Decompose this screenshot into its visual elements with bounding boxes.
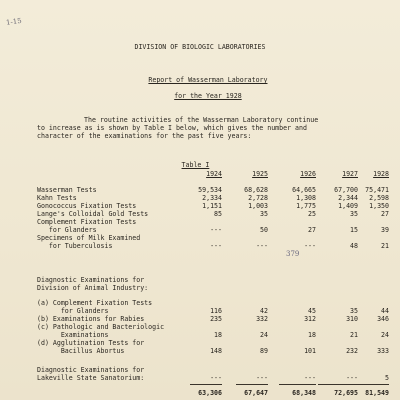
table-cell: ---	[256, 374, 268, 382]
table-cell: 85	[214, 210, 222, 218]
table-row	[0, 234, 400, 252]
table-cell: 42	[260, 307, 268, 315]
table-cell: 1,409	[338, 202, 358, 210]
total-cell: 63,306	[198, 389, 222, 397]
total-rule	[190, 384, 222, 385]
total-rule	[357, 384, 389, 385]
division-heading: DIVISION OF BIOLOGIC LABORATORIES	[134, 43, 266, 51]
table-cell: 21	[381, 242, 389, 250]
report-title-line2: for the Year 1928	[174, 92, 242, 100]
table-cell: 27	[308, 226, 316, 234]
table-cell: ---	[256, 242, 268, 250]
table-cell: 18	[214, 331, 222, 339]
intro-line-1: The routine activities of the Wasserman Laboratory continue	[84, 116, 319, 124]
table-cell: 64,665	[292, 186, 316, 194]
table-cell: 89	[260, 347, 268, 355]
table-cell: 68,628	[244, 186, 268, 194]
report-title-line1: Report of Wasserman Laboratory	[148, 76, 268, 84]
total-cell: 67,647	[244, 389, 268, 397]
table-cell: 235	[210, 315, 222, 323]
table-title: Table I	[181, 161, 210, 169]
intro-line-2: to increase as is shown by Table I below, which gives the number and	[37, 124, 307, 132]
table-cell: 24	[260, 331, 268, 339]
table-cell: 18	[308, 331, 316, 339]
table-cell: 25	[308, 210, 316, 218]
table-cell: 35	[350, 210, 358, 218]
row-label: (c) Pathologic and Bacteriologic Examinations	[37, 323, 165, 339]
row-label: Diagnostic Examinations for Lakeville State Sanatorium:	[37, 366, 145, 382]
row-label: Kahn Tests	[37, 194, 77, 202]
total-cell: 68,348	[292, 389, 316, 397]
table-cell: 75,471	[365, 186, 389, 194]
table-cell: 2,728	[248, 194, 268, 202]
table-cell: 1,350	[369, 202, 389, 210]
table-cell: 67,700	[334, 186, 358, 194]
total-rule	[236, 384, 268, 385]
total-rule	[318, 384, 358, 385]
year-header: 1927	[342, 170, 358, 178]
total-cell: 72,695	[334, 389, 358, 397]
table-cell: 27	[381, 210, 389, 218]
diagnostic-heading: Diagnostic Examinations for Division of Animal Industry:	[37, 276, 149, 292]
table-cell: 232	[346, 347, 358, 355]
row-label: Specimens of Milk Examined for Tuberculosis	[37, 234, 141, 250]
table-cell: 1,003	[248, 202, 268, 210]
table-cell: 48	[350, 242, 358, 250]
table-cell: ---	[210, 242, 222, 250]
table-cell: 44	[381, 307, 389, 315]
row-label: Lange's Colloidal Gold Tests	[37, 210, 149, 218]
table-row	[0, 366, 400, 384]
row-label: (d) Agglutination Tests for Bacillus Abortus	[37, 339, 145, 355]
margin-handwritten-note: 1-15	[5, 16, 23, 27]
table-cell: 116	[210, 307, 222, 315]
total-rule	[279, 384, 316, 385]
row-label: (b) Examinations for Rabies	[37, 315, 145, 323]
table-cell: 5	[385, 374, 389, 382]
table-cell: 148	[210, 347, 222, 355]
row-label: Complement Fixation Tests for Glanders	[37, 218, 137, 234]
table-cell: ---	[210, 226, 222, 234]
row-label: Wasserman Tests	[37, 186, 97, 194]
handwritten-note: 379	[286, 250, 300, 258]
table-year-header	[0, 170, 400, 179]
table-cell: ---	[304, 242, 316, 250]
table-cell: ---	[210, 374, 222, 382]
table-cell: 2,334	[202, 194, 222, 202]
totals-row	[0, 389, 400, 398]
table-cell: 2,344	[338, 194, 358, 202]
year-header: 1925	[252, 170, 268, 178]
table-cell: 333	[377, 347, 389, 355]
table-cell: ---	[304, 374, 316, 382]
total-cell: 81,549	[365, 389, 389, 397]
table-cell: 21	[350, 331, 358, 339]
table-cell: 35	[350, 307, 358, 315]
table-cell: 101	[304, 347, 316, 355]
table-cell: 1,775	[296, 202, 316, 210]
table-cell: 2,598	[369, 194, 389, 202]
row-label: Gonococcus Fixation Tests	[37, 202, 137, 210]
table-cell: 50	[260, 226, 268, 234]
table-cell: 1,308	[296, 194, 316, 202]
intro-line-3: character of the examinations for the past five years:	[37, 132, 252, 140]
table-cell: 310	[346, 315, 358, 323]
table-cell: 39	[381, 226, 389, 234]
table-cell: 35	[260, 210, 268, 218]
table-cell: ---	[346, 374, 358, 382]
table-row	[0, 339, 400, 357]
table-cell: 332	[256, 315, 268, 323]
table-cell: 15	[350, 226, 358, 234]
year-header: 1926	[300, 170, 316, 178]
row-label: (a) Complement Fixation Tests for Glanders	[37, 299, 153, 315]
table-cell: 45	[308, 307, 316, 315]
table-cell: 59,534	[198, 186, 222, 194]
table-cell: 312	[304, 315, 316, 323]
year-header: 1924	[206, 170, 222, 178]
table-cell: 1,151	[202, 202, 222, 210]
table-cell: 24	[381, 331, 389, 339]
year-header: 1928	[373, 170, 389, 178]
table-cell: 346	[377, 315, 389, 323]
